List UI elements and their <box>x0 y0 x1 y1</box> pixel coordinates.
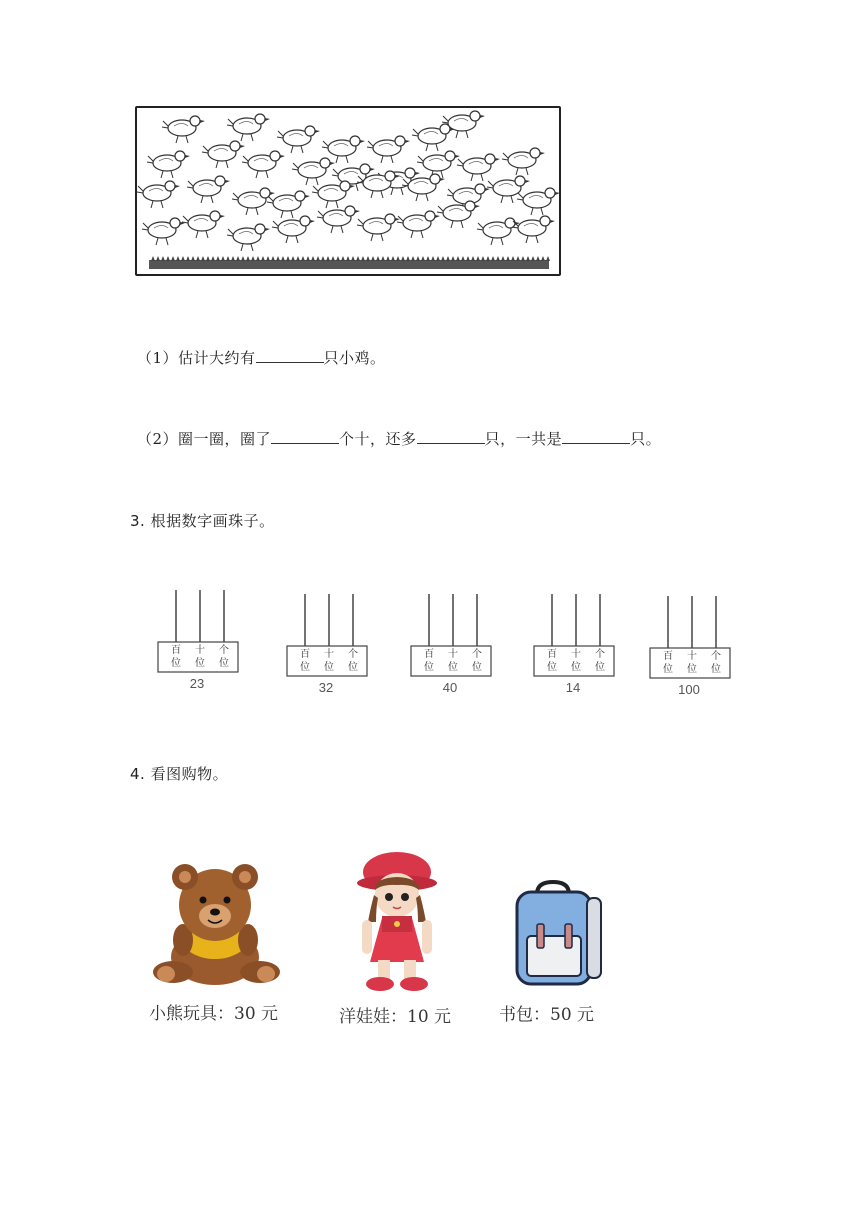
backpack-icon <box>505 880 605 990</box>
chick-icon <box>272 216 315 243</box>
answer-blank[interactable] <box>562 429 630 444</box>
chick-icon <box>397 211 440 238</box>
doll-icon <box>352 850 444 995</box>
part2-suffix: 只。 <box>630 430 662 448</box>
place-label-tens: 十 位 <box>448 649 458 673</box>
chick-icon <box>182 211 225 238</box>
chick-icon <box>202 141 245 168</box>
teddy-bear-price: 小熊玩具：30 元 <box>149 1004 279 1024</box>
doll-price: 洋娃娃：10 元 <box>339 1007 452 1027</box>
chick-icon <box>517 188 559 215</box>
abacus-23 <box>156 590 240 690</box>
abacus-14 <box>532 594 616 694</box>
abacus-number-label: 32 <box>318 680 334 695</box>
answer-blank[interactable] <box>271 429 339 444</box>
place-label-tens: 十 位 <box>195 645 205 669</box>
place-label-ones: 个 位 <box>472 649 482 673</box>
chick-icon <box>317 206 360 233</box>
teddy-bear-icon <box>148 862 283 990</box>
place-label-ones: 个 位 <box>711 651 721 675</box>
place-label-ones: 个 位 <box>219 645 229 669</box>
chick-icon <box>232 188 275 215</box>
place-label-hundreds: 百 位 <box>547 649 557 673</box>
place-label-ones: 个 位 <box>348 649 358 673</box>
place-label-hundreds: 百 位 <box>663 651 673 675</box>
place-label-tens: 十 位 <box>571 649 581 673</box>
place-label-tens: 十 位 <box>687 651 697 675</box>
abacus-40 <box>409 594 493 694</box>
place-label-hundreds: 百 位 <box>171 645 181 669</box>
chick-icon <box>147 151 190 178</box>
chick-icon <box>277 126 320 153</box>
section-3-title: 3. 根据数字画珠子。 <box>130 512 275 530</box>
part2-mid1: 个十，还多 <box>339 430 417 448</box>
chick-picture <box>135 106 561 276</box>
chick-icon <box>162 116 205 143</box>
section-4-title: 4. 看图购物。 <box>130 765 229 783</box>
part1-prefix: （1）估计大约有 <box>137 349 256 367</box>
chick-icon <box>512 216 555 243</box>
chick-icon <box>267 191 310 218</box>
question-estimate-part1 <box>137 347 386 368</box>
chick-icon <box>312 181 355 208</box>
chick-icon <box>227 224 270 251</box>
part1-suffix: 只小鸡。 <box>323 349 386 367</box>
part2-mid2: 只，一共是 <box>484 430 563 448</box>
answer-blank[interactable] <box>417 429 485 444</box>
chicks-illustration <box>137 108 559 274</box>
chick-icon <box>187 176 230 203</box>
chick-icon <box>227 114 270 141</box>
chick-icon <box>357 214 400 241</box>
place-label-ones: 个 位 <box>595 649 605 673</box>
chick-icon <box>137 181 180 208</box>
abacus-number-label: 23 <box>189 676 205 691</box>
place-label-hundreds: 百 位 <box>300 649 310 673</box>
chick-icon <box>502 148 545 175</box>
abacus-number-label: 100 <box>678 682 700 697</box>
place-label-tens: 十 位 <box>324 649 334 673</box>
abacus-number-label: 14 <box>565 680 581 695</box>
doll-item <box>352 850 444 999</box>
part2-prefix: （2）圈一圈，圈了 <box>137 430 272 448</box>
grass-strip <box>149 260 549 269</box>
teddy-bear-item <box>148 862 283 994</box>
question-estimate-part2 <box>137 428 661 449</box>
chick-icon <box>437 201 480 228</box>
place-label-hundreds: 百 位 <box>424 649 434 673</box>
chick-icon <box>412 124 455 151</box>
abacus-number-label: 40 <box>442 680 458 695</box>
abacus-32 <box>285 594 369 694</box>
answer-blank[interactable] <box>256 348 324 363</box>
backpack-item <box>505 880 605 994</box>
chick-icon <box>367 136 410 163</box>
backpack-price: 书包：50 元 <box>499 1005 595 1025</box>
chick-icon <box>142 218 185 245</box>
chick-icon <box>417 151 460 178</box>
chick-icon <box>457 154 500 181</box>
chick-icon <box>292 158 335 185</box>
chick-icon <box>242 151 285 178</box>
chick-icon <box>442 111 485 138</box>
abacus-100 <box>648 596 732 696</box>
